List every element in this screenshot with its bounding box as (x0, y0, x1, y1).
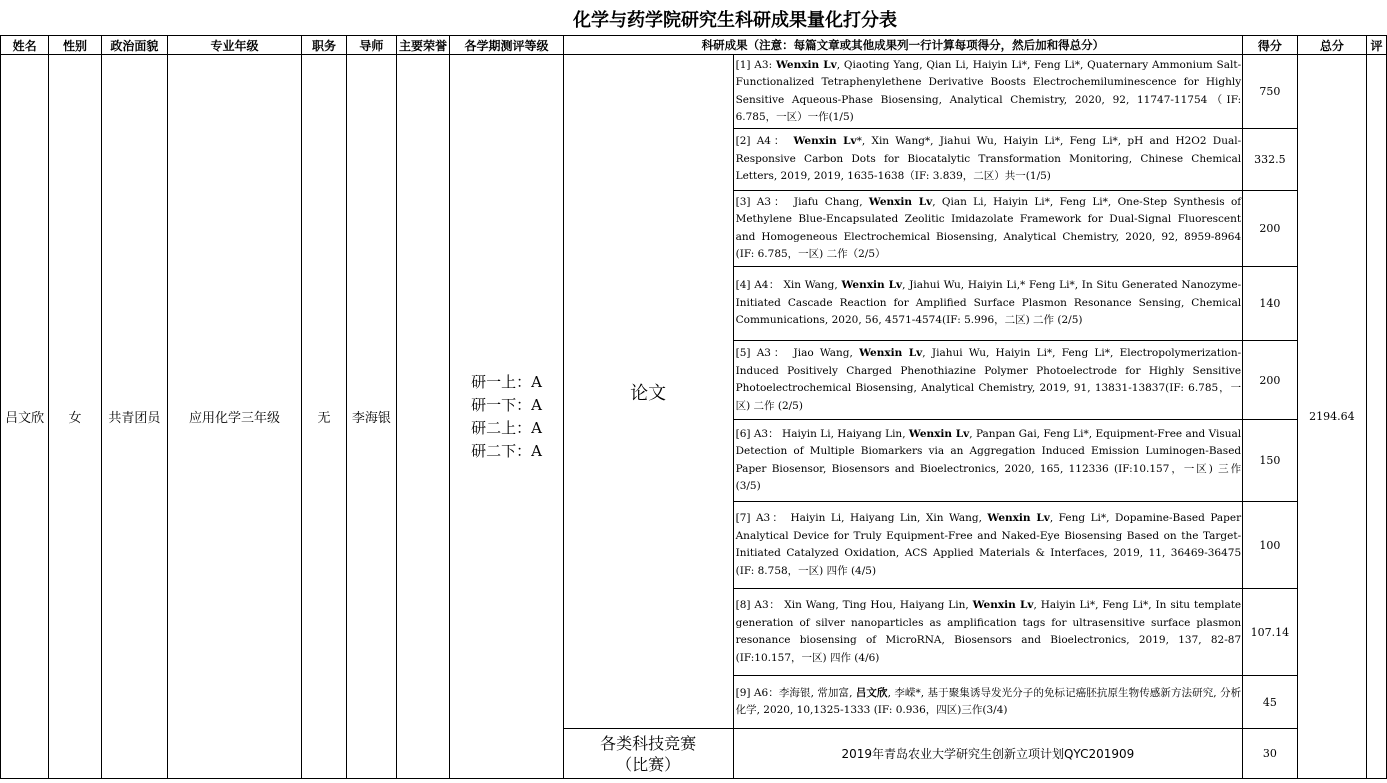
student-gender: 女 (49, 55, 101, 779)
paper-entry: [7] A3： Haiyin Li, Haiyang Lin, Xin Wang, Wenxin Lv, Feng Li*, Dopamine-Based Paper Analytical Device for Truly Equipment-Free and Naked-Eye Biosensing Based on the Target-Initiated Catalyzed Oxidation, ACS Applied Materials & Interfaces, 2019, 11, 36469-36475 (IF: 8.758，一区) 四作 (4/5) (733, 502, 1243, 589)
score-table (0, 35, 1387, 779)
paper-score: 100 (1243, 502, 1298, 589)
paper-score: 750 (1243, 55, 1298, 129)
student-advisor: 李海银 (347, 55, 396, 779)
student-major: 应用化学三年级 (168, 55, 302, 779)
header-honors: 主要荣誉 (396, 36, 450, 55)
table-row (1, 55, 1387, 129)
paper-score: 200 (1243, 341, 1298, 420)
paper-entry: [3] A3： Jiafu Chang, Wenxin Lv, Qian Li, Haiyin Li*, Feng Li*, One-Step Synthesis of Methylene Blue-Encapsulated Zeolitic Imidazolate Framework for Dual-Signal Fluorescent and Homogeneous Electrochemical Biosensing, Analytical Chemistry, 2020, 92, 8959-8964 (IF: 6.785，一区) 二作（2/5） (733, 191, 1243, 267)
header-advisor: 导师 (347, 36, 396, 55)
paper-score: 200 (1243, 191, 1298, 267)
competition-score: 30 (1243, 729, 1298, 779)
paper-entry: [8] A3： Xin Wang, Ting Hou, Haiyang Lin, Wenxin Lv, Haiyin Li*, Feng Li*, In situ template generation of silver nanoparticles as amplification tags for ultrasensitive surface plasmon resonance biosensing of MicroRNA, Biosensors and Bioelectronics, 2019, 137, 82-87 (IF:10.157，一区) 四作 (4/6) (733, 589, 1243, 676)
category-paper: 论文 (563, 55, 733, 729)
paper-entry: [6] A3： Haiyin Li, Haiyang Lin, Wenxin Lv, Panpan Gai, Feng Li*, Equipment-Free and Visual Detection of Multiple Biomarkers via an Aggregation Induced Emission Luminogen-Based Paper Biosensor, Biosensors and Bioelectronics, 2020, 165, 112336 (IF:10.157，一区) 三作 (3/5) (733, 420, 1243, 502)
grade-item: 研二下：A (471, 441, 542, 460)
sheet-title: 化学与药学院研究生科研成果量化打分表 (573, 10, 897, 31)
header-grades: 各学期测评等级 (450, 36, 563, 55)
grade-item: 研一上：A (471, 372, 542, 391)
paper-entry: [4] A4： Xin Wang, Wenxin Lv, Jiahui Wu, Haiyin Li,* Feng Li*, In Situ Generated Nanozyme-Initiated Cascade Reaction for Amplified Surface Plasmon Resonance Sensing, Chemical Communications, 2020, 56, 4571-4574(IF: 5.996，二区) 二作 (2/5) (733, 267, 1243, 341)
header-major: 专业年级 (168, 36, 302, 55)
paper-entry: [5] A3： Jiao Wang, Wenxin Lv, Jiahui Wu, Haiyin Li*, Feng Li*, Electropolymerization-Induced Positively Charged Phenothiazine Polymer Photoelectrode for Highly Sensitive Photoelectrochemical Biosensing, Analytical Chemistry, 2019, 91, 13831-13837(IF: 6.785，一区) 二作 (2/5) (733, 341, 1243, 420)
header-total: 总分 (1297, 36, 1366, 55)
extra-column (1367, 55, 1387, 779)
paper-entry: [1] A3: Wenxin Lv, Qiaoting Yang, Qian Li, Haiyin Li*, Feng Li*, Quaternary Ammonium Salt-Functionalized Tetraphenylethene Derivative Boosts Electrochemiluminescence for Highly Sensitive Aqueous-Phase Biosensing, Analytical Chemistry, 2020, 92, 11747-11754（IF: 6.785，一区）一作(1/5) (733, 55, 1243, 129)
paper-score: 107.14 (1243, 589, 1298, 676)
paper-score: 332.5 (1243, 129, 1298, 191)
header-position: 职务 (301, 36, 346, 55)
paper-score: 150 (1243, 420, 1298, 502)
header-row (1, 36, 1387, 55)
student-grades (450, 55, 563, 779)
header-gender: 性别 (49, 36, 101, 55)
total-score: 2194.64 (1297, 55, 1366, 779)
competition-entry: 2019年青岛农业大学研究生创新立项计划QYC201909 (733, 729, 1243, 779)
student-position: 无 (301, 55, 346, 779)
paper-entry: [9] A6：李海银, 常加富, 吕文欣, 李嵘*, 基于聚集诱导发光分子的免标记癌胚抗原生物传感新方法研究, 分析化学, 2020, 10,1325-1333 (IF: 0.936，四区)三作(3/4) (733, 676, 1243, 729)
header-extra: 评 (1367, 36, 1387, 55)
header-score: 得分 (1243, 36, 1298, 55)
student-political: 共青团员 (101, 55, 168, 779)
paper-entry: [2] A4： Wenxin Lv*, Xin Wang*, Jiahui Wu, Haiyin Li*, Feng Li*, pH and H2O2 Dual-Responsive Carbon Dots for Biocatalytic Transformation Monitoring, Chinese Chemical Letters, 2019, 2019, 1635-1638（IF: 3.839，二区）共一(1/5) (733, 129, 1243, 191)
grade-item: 研二上：A (471, 418, 542, 437)
paper-score: 140 (1243, 267, 1298, 341)
category-competition: 各类科技竞赛 （比赛） (563, 729, 733, 779)
student-name: 吕文欣 (1, 55, 49, 779)
grade-item: 研一下：A (471, 395, 542, 414)
header-name: 姓名 (1, 36, 49, 55)
student-honors (396, 55, 450, 779)
header-results: 科研成果（注意：每篇文章或其他成果列一行计算每项得分，然后加和得总分） (563, 36, 1242, 55)
paper-score: 45 (1243, 676, 1298, 729)
header-political: 政治面貌 (101, 36, 168, 55)
